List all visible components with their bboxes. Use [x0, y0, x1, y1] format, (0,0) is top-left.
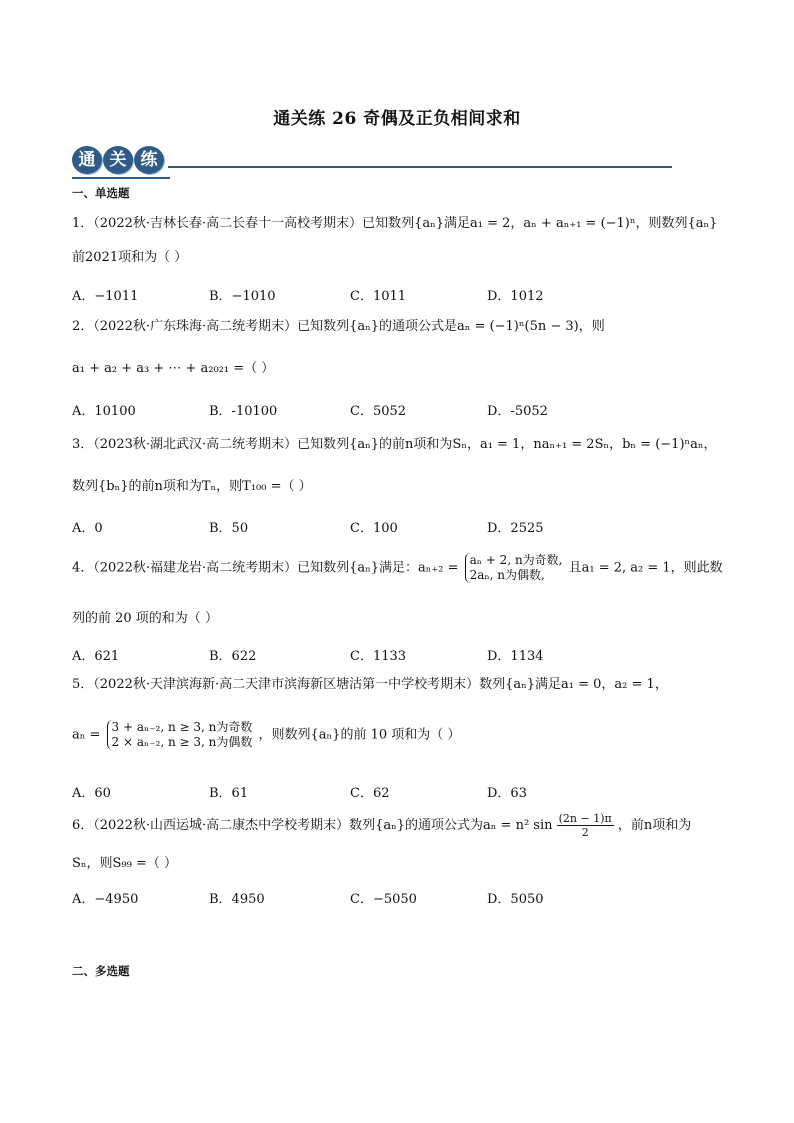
option-a: A．−1011: [72, 289, 139, 304]
question-6-line-2: Sₙ，则S₉₉ =（ ）: [72, 856, 178, 871]
question-4-options: [72, 645, 732, 663]
option-d: D．63: [487, 786, 527, 801]
option-b: B．−1010: [209, 289, 276, 304]
piecewise-case-1: aₙ + 2, n为奇数,: [469, 553, 563, 567]
question-3-line-2: 数列{bₙ}的前n项和为Tₙ，则T₁₀₀ =（ ）: [72, 479, 312, 494]
page-title: 通关练 26 奇偶及正负相间求和: [273, 109, 521, 129]
option-b: B．622: [209, 649, 257, 664]
option-d: D．1134: [487, 649, 544, 664]
question-5-line-2: [72, 720, 732, 750]
fraction-denominator: 2: [581, 826, 589, 839]
logo-char: 关: [103, 146, 133, 174]
option-a: A．10100: [72, 404, 136, 419]
fraction-numerator: (2n − 1)π: [558, 812, 612, 825]
banner-rule: [168, 166, 672, 168]
section-heading-multi: 二、多选题: [72, 964, 130, 978]
logo-char: 练: [134, 146, 164, 174]
question-2-line-1: 2．（2022秋·广东珠海·高二统考期末）已知数列{aₙ}的通项公式是aₙ = (−1)ⁿ(5n − 3)，则: [72, 319, 605, 334]
option-c: C．5052: [350, 404, 407, 419]
question-5-text-b: ，则数列{aₙ}的前 10 项和为（ ）: [258, 727, 461, 743]
question-4-line-2: 列的前 20 项的和为（ ）: [72, 611, 218, 626]
logo-char: 通: [72, 146, 102, 174]
question-5-options: [72, 782, 732, 800]
option-b: B．61: [209, 786, 249, 801]
option-c: C．−5050: [350, 892, 417, 907]
question-4-line-1: [72, 553, 732, 583]
question-5-text-a: aₙ =: [72, 727, 101, 743]
question-3-options: [72, 517, 732, 535]
question-4-text-a: 4．（2022秋·福建龙岩·高二统考期末）已知数列{aₙ}满足：aₙ₊₂ =: [72, 560, 459, 576]
piecewise-case-1: 3 + aₙ₋₂, n ≥ 3, n为奇数: [111, 720, 253, 734]
question-1-line-2: 前2021项和为（ ）: [72, 250, 188, 265]
piecewise-brace: [107, 720, 253, 750]
piecewise-case-2: 2aₙ, n为偶数,: [469, 568, 545, 582]
option-d: D．-5052: [487, 404, 548, 419]
option-a: A．−4950: [72, 892, 139, 907]
question-2-options: [72, 400, 732, 418]
option-b: B．4950: [209, 892, 265, 907]
section-heading-single: 一、单选题: [72, 186, 130, 200]
fraction: [557, 812, 614, 839]
banner-underline: [72, 177, 170, 179]
option-a: A．60: [72, 786, 111, 801]
option-d: D．5050: [487, 892, 544, 907]
option-b: B．-10100: [209, 404, 278, 419]
banner-logo: [72, 146, 164, 176]
question-1-line-1: 1．（2022秋·吉林长春·高二长春十一高校考期末）已知数列{aₙ}满足a₁ = 2，aₙ + aₙ₊₁ = (−1)ⁿ，则数列{aₙ}: [72, 216, 718, 231]
question-6-text-a: 6．（2022秋·山西运城·高二康杰中学校考期末）数列{aₙ}的通项公式为aₙ = n² sin: [72, 818, 553, 833]
section-banner: [72, 146, 672, 176]
question-3-line-1: 3．（2023秋·湖北武汉·高二统考期末）已知数列{aₙ}的前n项和为Sₙ，a₁ = 1，naₙ₊₁ = 2Sₙ，bₙ = (−1)ⁿaₙ，: [72, 437, 717, 452]
option-c: C．1011: [350, 289, 407, 304]
option-c: C．62: [350, 786, 390, 801]
option-c: C．1133: [350, 649, 407, 664]
question-4-text-b: 且a₁ = 2, a₂ = 1，则此数: [568, 560, 723, 576]
option-d: D．1012: [487, 289, 544, 304]
option-c: C．100: [350, 521, 398, 536]
piecewise-case-2: 2 × aₙ₋₂, n ≥ 3, n为偶数: [111, 735, 253, 749]
question-6-line-1: [72, 812, 732, 839]
option-a: A．0: [72, 521, 103, 536]
question-5-line-1: 5．（2022秋·天津滨海新·高二天津市滨海新区塘沽第一中学校考期末）数列{aₙ}满足a₁ = 0，a₂ = 1，: [72, 677, 668, 692]
option-b: B．50: [209, 521, 249, 536]
question-6-text-b: ，前n项和为: [617, 818, 692, 833]
option-d: D．2525: [487, 521, 544, 536]
question-2-line-2: a₁ + a₂ + a₃ + ⋯ + a₂₀₂₁ =（ ）: [72, 361, 275, 376]
piecewise-brace: [465, 553, 563, 583]
question-1-options: [72, 285, 732, 303]
question-6-options: [72, 888, 732, 906]
option-a: A．621: [72, 649, 120, 664]
